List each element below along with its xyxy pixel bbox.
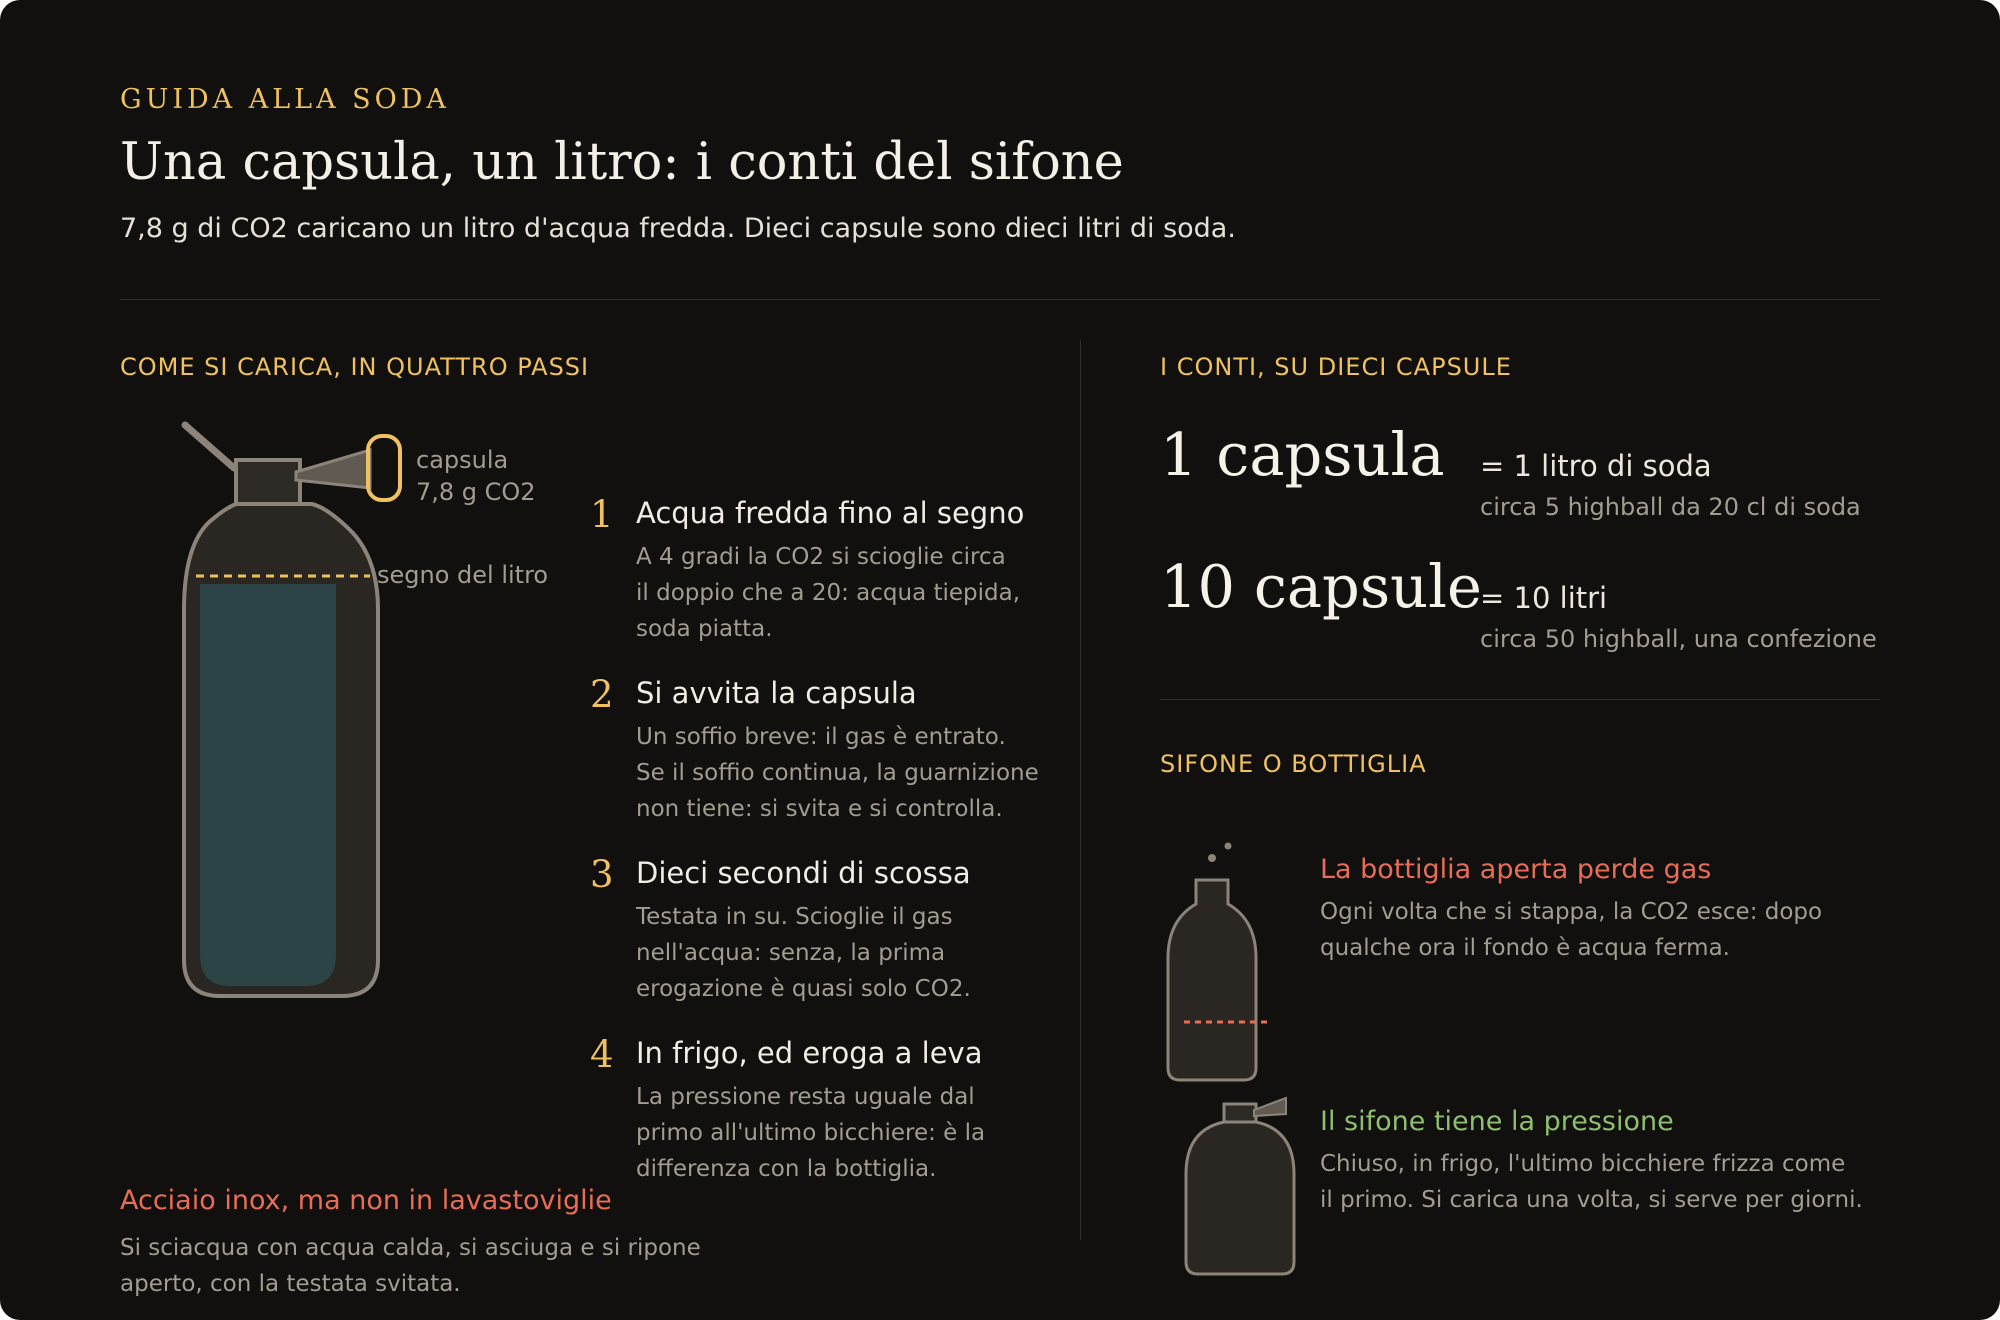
step-body-line: A 4 gradi la CO2 si scioglie circa: [636, 544, 1006, 570]
step-number: 1: [590, 493, 614, 536]
figure-big: 1 capsula: [1160, 420, 1445, 489]
step-number: 3: [590, 853, 614, 896]
step-number: 2: [590, 673, 614, 716]
step-body-line: La pressione resta uguale dal: [636, 1084, 975, 1110]
bottle-title: La bottiglia aperta perde gas: [1320, 854, 1712, 885]
capsule-label-name: capsula: [416, 446, 509, 474]
section-title-compare: SIFONE O BOTTIGLIA: [1160, 750, 1427, 778]
page-subtitle: 7,8 g di CO2 caricano un litro d'acqua fredda. Dieci capsule sono dieci litri di soda.: [120, 213, 1236, 244]
siphon-illustration: [160, 410, 420, 1010]
step-title: In frigo, ed eroga a leva: [636, 1036, 983, 1070]
siphon-body-line: il primo. Si carica una volta, si serve per giorni.: [1320, 1187, 1863, 1213]
siphon-small-body: [1186, 1122, 1294, 1274]
bottle-body-line: Ogni volta che si stappa, la CO2 esce: dopo: [1320, 899, 1823, 925]
kicker: GUIDA ALLA SODA: [120, 84, 450, 115]
care-body-line: aperto, con la testata svitata.: [120, 1271, 461, 1297]
gas-bubble: [1208, 854, 1216, 862]
step-body-line: il doppio che a 20: acqua tiepida,: [636, 580, 1021, 606]
step-item: [590, 1033, 1060, 1213]
figure-subtext: circa 5 highball da 20 cl di soda: [1480, 493, 1861, 521]
column-divider: [1080, 340, 1081, 1240]
siphon-body-line: Chiuso, in frigo, l'ultimo bicchiere frizza come: [1320, 1151, 1846, 1177]
page-title: Una capsula, un litro: i conti del sifone: [120, 133, 1124, 192]
siphon-small-nozzle: [1254, 1098, 1286, 1116]
bottle-body: [1168, 880, 1256, 1080]
bottle-body-line: qualche ora il fondo è acqua ferma.: [1320, 935, 1730, 961]
bottle-body-text: [1320, 894, 1822, 966]
step-title: Dieci secondi di scossa: [636, 856, 971, 890]
steps-list: [590, 493, 1060, 1213]
header-divider: [120, 299, 1880, 300]
step-body: [636, 539, 1020, 647]
open-bottle-icon: [1160, 836, 1280, 1086]
figures-divider: [1160, 699, 1880, 700]
step-body-line: Un soffio breve: il gas è entrato.: [636, 724, 1006, 750]
step-body-line: nell'acqua: senza, la prima: [636, 940, 946, 966]
figure-equation: = 1 litro di soda: [1480, 449, 1712, 483]
gas-bubble: [1225, 843, 1232, 850]
figure-big: 10 capsule: [1160, 552, 1482, 621]
step-body-line: Se il soffio continua, la guarnizione: [636, 760, 1039, 786]
step-body: [636, 899, 971, 1007]
siphon-small-icon: [1180, 1090, 1300, 1280]
step-body-line: Testata in su. Scioglie il gas: [636, 904, 953, 930]
step-title: Si avvita la capsula: [636, 676, 917, 710]
capsule-icon: [368, 436, 400, 500]
siphon-title: Il sifone tiene la pressione: [1320, 1106, 1674, 1137]
step-number: 4: [590, 1033, 614, 1076]
siphon-head: [236, 460, 300, 506]
siphon-lever: [185, 425, 234, 468]
capsule-holder: [296, 450, 370, 488]
figure-subtext: circa 50 highball, una confezione: [1480, 625, 1877, 653]
step-body: [636, 719, 1039, 827]
step-body-line: non tiene: si svita e si controlla.: [636, 796, 1003, 822]
capsule-label-weight: 7,8 g CO2: [416, 478, 536, 506]
siphon-body-text: [1320, 1146, 1863, 1218]
capsule-label: [416, 444, 536, 508]
step-body-line: soda piatta.: [636, 616, 773, 642]
water-fill: [200, 584, 336, 986]
step-item: [590, 853, 1060, 1033]
care-title: Acciaio inox, ma non in lavastoviglie: [120, 1185, 612, 1216]
section-title-steps: COME SI CARICA, IN QUATTRO PASSI: [120, 353, 590, 381]
care-body: [120, 1230, 701, 1302]
care-body-line: Si sciacqua con acqua calda, si asciuga e si ripone: [120, 1235, 701, 1261]
step-item: [590, 493, 1060, 673]
figure-equation: = 10 litri: [1480, 581, 1608, 615]
step-body-line: erogazione è quasi solo CO2.: [636, 976, 971, 1002]
section-title-figures: I CONTI, SU DIECI CAPSULE: [1160, 353, 1512, 381]
step-body-line: primo all'ultimo bicchiere: è la: [636, 1120, 986, 1146]
step-body: [636, 1079, 985, 1187]
step-body-line: differenza con la bottiglia.: [636, 1156, 937, 1182]
step-title: Acqua fredda fino al segno: [636, 496, 1025, 530]
step-item: [590, 673, 1060, 853]
liter-mark-label: segno del litro: [377, 561, 549, 589]
